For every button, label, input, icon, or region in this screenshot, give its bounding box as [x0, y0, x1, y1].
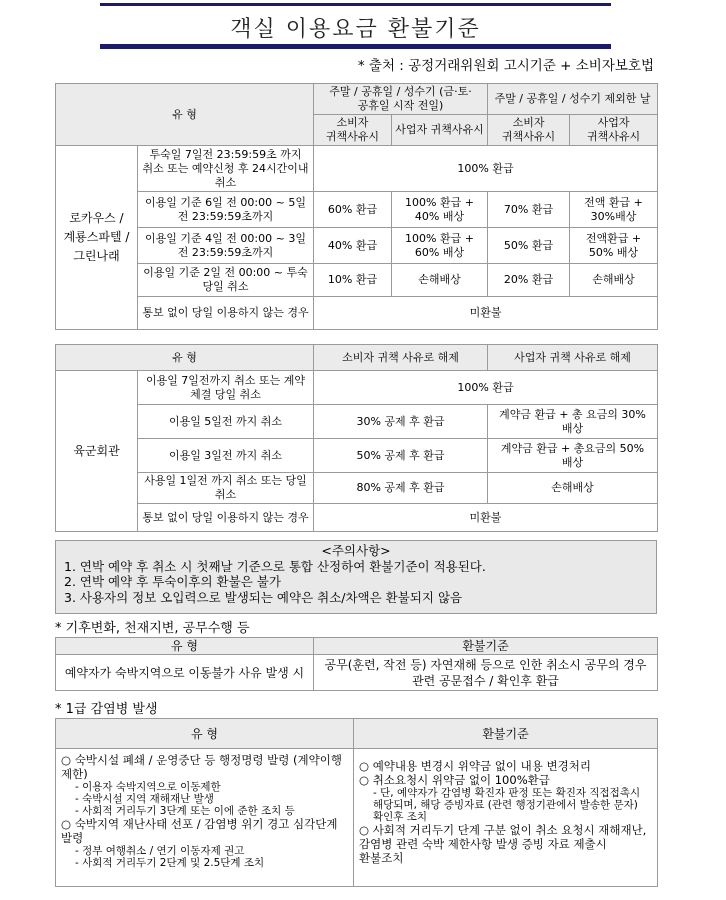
- refund-cell: 40% 환급: [314, 228, 392, 264]
- refund-cell: 전액 환급 + 30%배상: [570, 192, 658, 228]
- refund-header: 환불기준: [314, 638, 658, 655]
- refund-cell: 공무(훈련, 작전 등) 자연재해 등으로 인한 취소시 공무의 경우 관련 공문접수 / 확인후 환급: [314, 655, 658, 691]
- refund-cell: 30% 공제 후 환급: [314, 405, 488, 439]
- notice-item: 1. 연박 예약 후 취소 시 첫째날 기준으로 통합 산정하여 환불기준이 적용된다.: [64, 558, 486, 574]
- notice-item: 2. 연박 예약 후 투숙이후의 환불은 불가: [64, 574, 281, 589]
- notice-title: <주의사항>: [321, 543, 391, 558]
- condition-cell: 이용일 기준 6일 전 00:00 ~ 5일 전 23:59:59초까지: [138, 192, 314, 228]
- condition-cell: 사용일 1일전 까지 취소 또는 당일 취소: [138, 473, 314, 504]
- title-top-bar: [100, 3, 611, 6]
- refund-cell: 80% 공제 후 환급: [314, 473, 488, 504]
- refund-cell: 미환불: [314, 504, 658, 532]
- epidemic-refund-cell: [354, 749, 658, 887]
- condition-cell: 이용일 5일전 까지 취소: [138, 405, 314, 439]
- bullet-item: ○ 숙박시설 폐쇄 / 운영중단 등 행정명령 발령 (계약이행 제한): [61, 753, 342, 781]
- condition-cell: 통보 없이 당일 이용하지 않는 경우: [138, 504, 314, 532]
- refund-cell: 50% 공제 후 환급: [314, 439, 488, 473]
- refund-cell: 계약금 환급 + 총요금의 50% 배상: [488, 439, 658, 473]
- sub-item: - 정부 여행취소 / 연기 이동자제 권고: [75, 845, 245, 857]
- consumer-header: 소비자 귀책 사유로 해제: [314, 345, 488, 371]
- type-header: 유 형: [56, 84, 314, 146]
- refund-cell: 손해배상: [488, 473, 658, 504]
- title-box: [100, 3, 611, 49]
- sub-item: - 이용자 숙박지역으로 이동제한: [75, 781, 221, 793]
- business-fault-header: 사업자 귀책사유시: [392, 115, 488, 146]
- consumer-fault-header: 소비자 귀책사유시: [314, 115, 392, 146]
- bullet-item: ○ 숙박지역 재난사태 선포 / 감염병 위기 경고 심각단계 발령: [61, 817, 338, 845]
- refund-cell: 미환불: [314, 297, 658, 330]
- refund-table-weather: [55, 637, 658, 691]
- facility-group: 육군회관: [56, 371, 138, 532]
- refund-cell: 전액환급 + 50% 배상: [570, 228, 658, 264]
- section-heading-weather: * 기후변화, 천재지변, 공무수행 등: [55, 621, 250, 636]
- bullet-item: ○ 사회적 거리두기 단계 구분 없이 취소 요청시 재해재난, 감염병 관련 숙박 제한사항 발생 증빙 자료 제출시 환불조치: [359, 823, 647, 865]
- facility-group: 로카우스 / 계룡스파텔 / 그린나래: [56, 146, 138, 330]
- source-note: * 출처 : 공정거래위원회 고시기준 + 소비자보호법: [357, 58, 654, 74]
- section-heading-epidemic: * 1급 감염병 발생: [55, 702, 158, 717]
- refund-cell: 10% 환급: [314, 264, 392, 297]
- condition-cell: 이용일 기준 2일 전 00:00 ~ 투숙 당일 취소: [138, 264, 314, 297]
- page-title: 객실 이용요금 환불기준: [230, 17, 481, 42]
- epidemic-type-cell: [56, 749, 354, 887]
- condition-cell: 투숙일 7일전 23:59:59초 까지 취소 또는 예약신청 후 24시간이내 취소: [138, 146, 314, 192]
- sub-item: - 숙박시설 지역 재해재난 발생: [75, 793, 214, 805]
- type-header: 유 형: [56, 719, 354, 749]
- bullet-item: ○ 취소요청시 위약금 없이 100%환급: [359, 773, 550, 787]
- refund-cell: 100% 환급: [314, 371, 658, 405]
- condition-cell: 이용일 기준 4일 전 00:00 ~ 3일 전 23:59:59초까지: [138, 228, 314, 264]
- refund-table-epidemic: [55, 718, 658, 887]
- notice-item: 3. 사용자의 정보 오입력으로 발생되는 예약은 취소/차액은 환불되지 않음: [64, 589, 463, 605]
- consumer-fault-header: 소비자 귀책사유시: [488, 115, 570, 146]
- business-header: 사업자 귀책 사유로 해제: [488, 345, 658, 371]
- sub-item: - 단, 예약자가 감염병 확진자 판정 또는 확진자 직접접촉시 해당되며, 해당 증빙자료 (관련 행정기관에서 발송한 문자) 확인후 조치: [373, 787, 641, 823]
- type-header: 유 형: [56, 638, 314, 655]
- refund-cell: 60% 환급: [314, 192, 392, 228]
- refund-cell: 100% 환급 + 40% 배상: [392, 192, 488, 228]
- condition-cell: 이용일 7일전까지 취소 또는 계약 체결 당일 취소: [138, 371, 314, 405]
- refund-header: 환불기준: [354, 719, 658, 749]
- type-cell: 예약자가 숙박지역으로 이동불가 사유 발생 시: [56, 655, 314, 691]
- weekend-header: 주말 / 공휴일 / 성수기 (금·토·공휴일 시작 전일): [314, 84, 488, 115]
- refund-cell: 50% 환급: [488, 228, 570, 264]
- condition-cell: 이용일 3일전 까지 취소: [138, 439, 314, 473]
- refund-cell: 계약금 환급 + 총 요금의 30% 배상: [488, 405, 658, 439]
- refund-cell: 손해배상: [392, 264, 488, 297]
- notice-box: [55, 540, 657, 614]
- bullet-item: ○ 예약내용 변경시 위약금 없이 내용 변경처리: [359, 759, 591, 773]
- sub-item: - 사회적 거리두기 3단계 또는 이에 준한 조치 등: [75, 805, 295, 817]
- refund-cell: 손해배상: [570, 264, 658, 297]
- type-header: 유 형: [56, 345, 314, 371]
- weekday-header: 주말 / 공휴일 / 성수기 제외한 날: [488, 84, 658, 115]
- refund-cell: 70% 환급: [488, 192, 570, 228]
- business-fault-header: 사업자 귀책사유시: [570, 115, 658, 146]
- title-bottom-bar: [100, 44, 611, 49]
- refund-cell: 100% 환급: [314, 146, 658, 192]
- refund-cell: 20% 환급: [488, 264, 570, 297]
- sub-item: - 사회적 거리두기 2단계 및 2.5단계 조치: [75, 857, 265, 869]
- condition-cell: 통보 없이 당일 이용하지 않는 경우: [138, 297, 314, 330]
- refund-cell: 100% 환급 + 60% 배상: [392, 228, 488, 264]
- refund-table-army-hall: [55, 344, 658, 532]
- refund-table-resorts: [55, 83, 658, 330]
